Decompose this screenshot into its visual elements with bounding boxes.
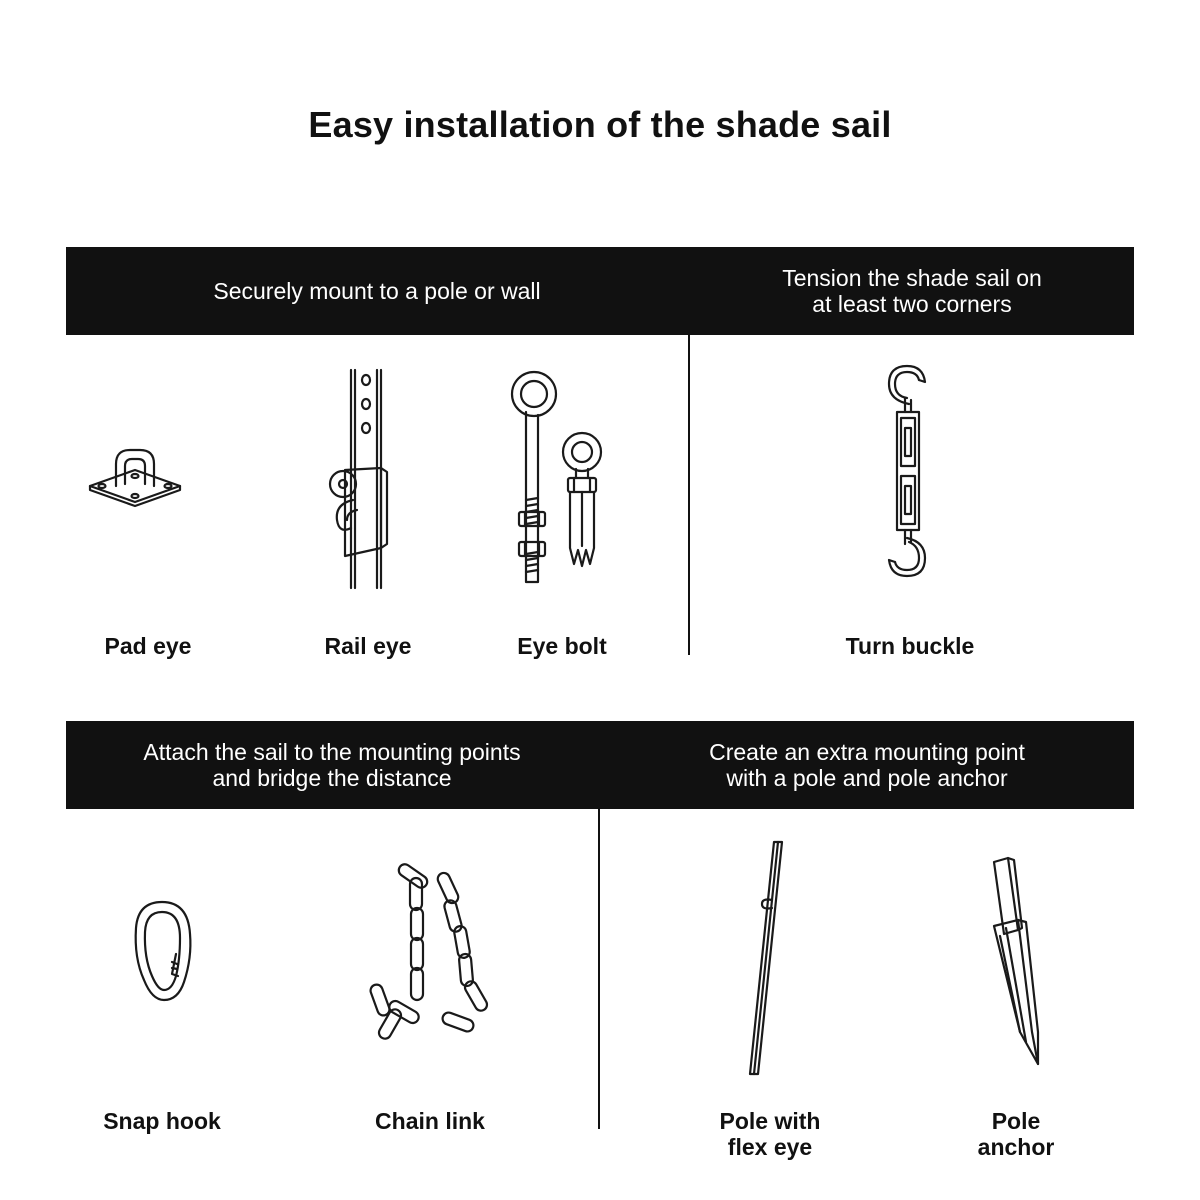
section-tension-heading: Tension the shade sail on at least two corners	[690, 247, 1134, 335]
pad-eye-label: Pad eye	[104, 633, 192, 659]
eye-bolt-icon	[508, 370, 608, 590]
rail-eye-icon	[325, 370, 395, 590]
top-section-divider	[688, 247, 690, 655]
snap-hook-icon	[132, 898, 194, 1004]
pole-flex-eye-icon	[748, 840, 788, 1076]
turnbuckle-label: Turn buckle	[845, 633, 975, 659]
rail-eye-label: Rail eye	[324, 633, 412, 659]
snap-hook-label: Snap hook	[103, 1108, 221, 1134]
pole-anchor-label: Pole anchor	[977, 1108, 1055, 1160]
pad-eye-icon	[88, 448, 183, 504]
section-extra-point-heading: Create an extra mounting point with a pole and pole anchor	[600, 721, 1134, 809]
chain-link-label: Chain link	[375, 1108, 485, 1134]
pole-anchor-icon	[990, 856, 1048, 1068]
turnbuckle-icon	[885, 368, 935, 574]
chain-link-icon	[362, 856, 492, 1042]
page-title: Easy installation of the shade sail	[308, 104, 892, 145]
bottom-section-divider	[598, 721, 600, 1129]
eye-bolt-label: Eye bolt	[517, 633, 607, 659]
section-attach-heading: Attach the sail to the mounting points and bridge the distance	[66, 721, 598, 809]
pole-flex-eye-label: Pole with flex eye	[719, 1108, 821, 1160]
section-mount-heading: Securely mount to a pole or wall	[66, 247, 688, 335]
